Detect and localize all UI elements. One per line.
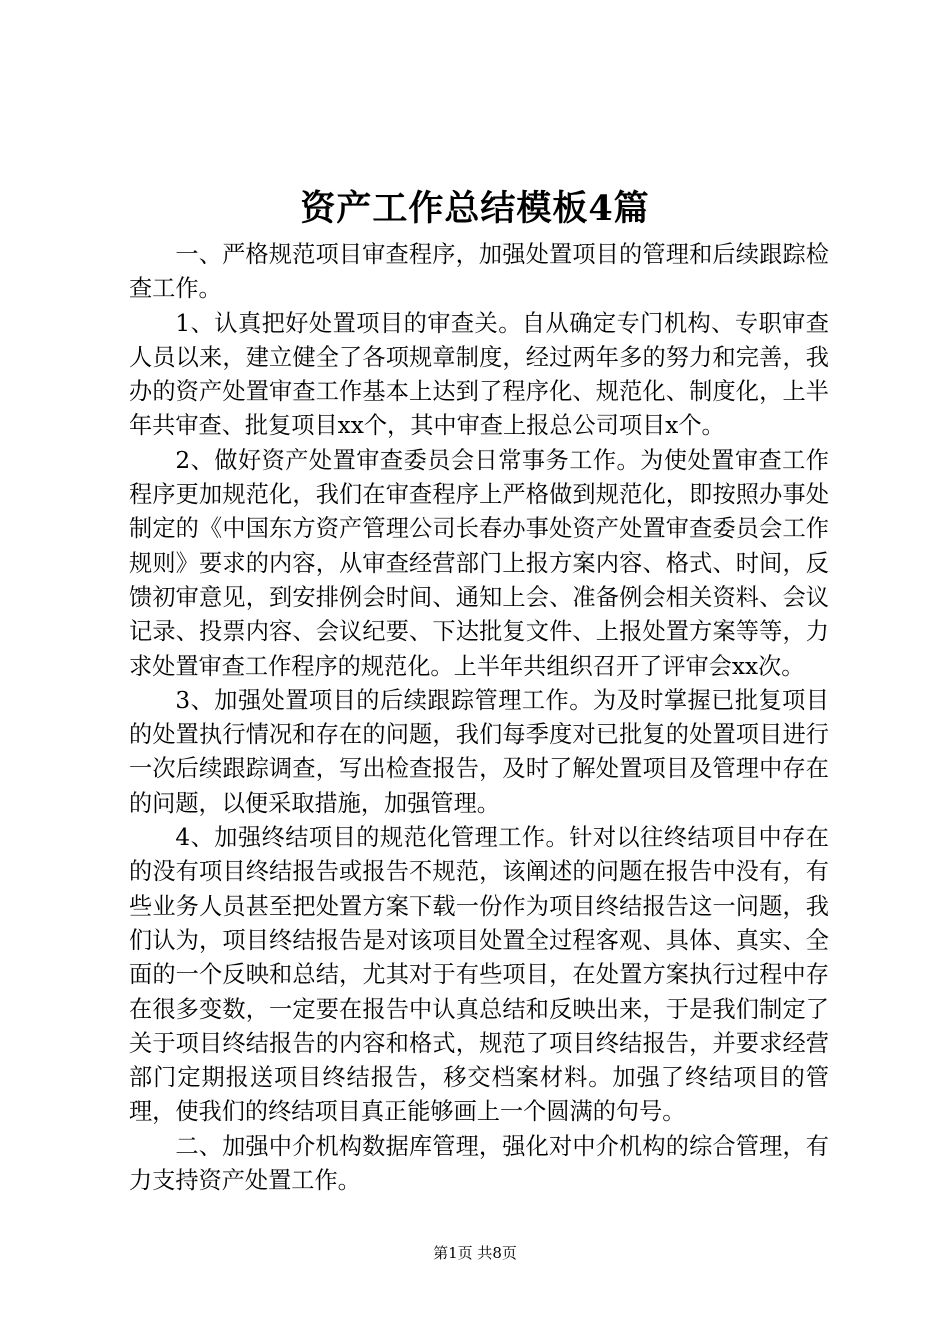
document-title: 资产工作总结模板4篇 (300, 188, 650, 229)
paragraph: 二、加强中介机构数据库管理，强化对中介机构的综合管理，有力支持资产处置工作。 (129, 1132, 829, 1195)
page-number-footer: 第1页 共8页 (433, 1244, 517, 1262)
paragraph: 3、加强处置项目的后续跟踪管理工作。为及时掌握已批复项目的处置执行情况和存在的问题，我们每季度对已批复的处置项目进行一次后续跟踪调查，写出检查报告，及时了解处置项目及管理中存在的问题，以便采取措施，加强管理。 (129, 686, 829, 817)
document-body (129, 238, 829, 1198)
paragraph: 4、加强终结项目的规范化管理工作。针对以往终结项目中存在的没有项目终结报告或报告不规范，该阐述的问题在报告中没有，有些业务人员甚至把处置方案下载一份作为项目终结报告这一问题，我们认为，项目终结报告是对该项目处置全过程客观、具体、真实、全面的一个反映和总结，尤其对于有些项目，在处置方案执行过程中存在很多变数，一定要在报告中认真总结和反映出来，于是我们制定了关于项目终结报告的内容和格式，规范了项目终结报告，并要求经营部门定期报送项目终结报告，移交档案材料。加强了终结项目的管理，使我们的终结项目真正能够画上一个圆满的句号。 (129, 824, 829, 1126)
paragraph: 1、认真把好处置项目的审查关。自从确定专门机构、专职审查人员以来，建立健全了各项规章制度，经过两年多的努力和完善，我办的资产处置审查工作基本上达到了程序化、规范化、制度化，上半年共审查、批复项目xx个，其中审查上报总公司项目x个。 (129, 309, 829, 440)
paragraph: 一、严格规范项目审查程序，加强处置项目的管理和后续跟踪检查工作。 (129, 241, 829, 303)
paragraph: 2、做好资产处置审查委员会日常事务工作。为使处置审查工作程序更加规范化，我们在审查程序上严格做到规范化，即按照办事处制定的《中国东方资产管理公司长春办事处资产处置审查委员会工作规则》要求的内容，从审查经营部门上报方案内容、格式、时间，反馈初审意见，到安排例会时间、通知上会、准备例会相关资料、会议记录、投票内容、会议纪要、下达批复文件、上报处置方案等等，力求处置审查工作程序的规范化。上半年共组织召开了评审会xx次。 (129, 446, 829, 680)
